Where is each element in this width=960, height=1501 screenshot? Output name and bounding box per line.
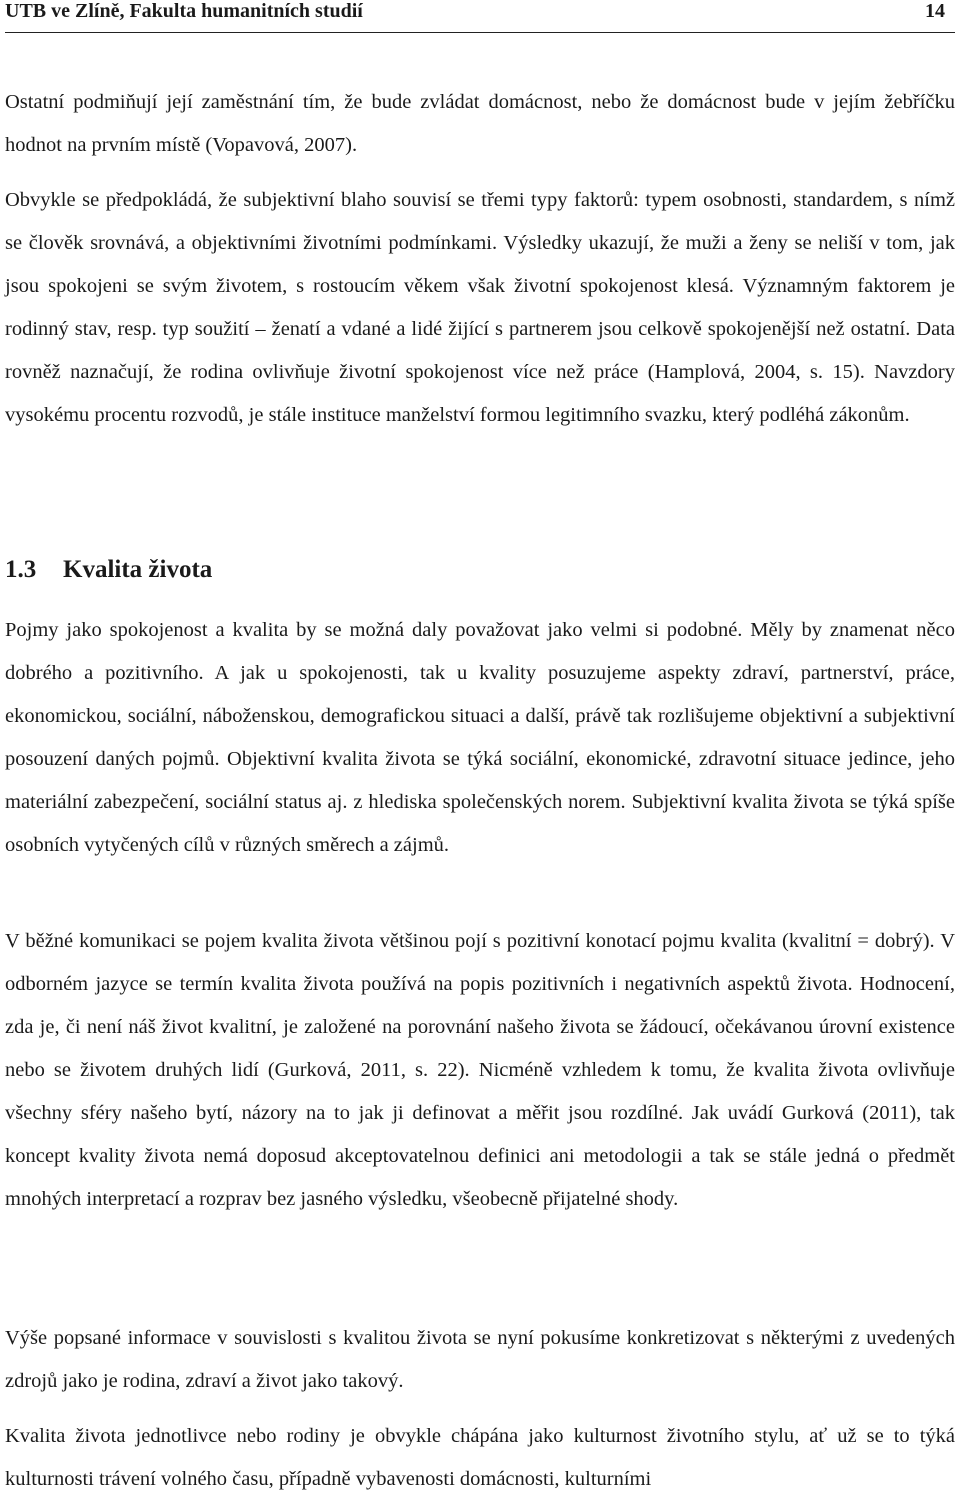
page-header [5,0,955,33]
header-institution: UTB ve Zlíně, Fakulta humanitních studií [5,0,363,22]
paragraph-4: V běžné komunikaci se pojem kvalita života většinou pojí s pozitivní konotací pojmu kvalita (kvalitní = dobrý). V odborném jazyce se termín kvalita života používá na popis pozitivních i negativních aspektů života. Hodnocení, zda je, či není náš život kvalitní, je založené na porovnání našeho života se žádoucí, očekávanou úrovní existence nebo se životem druhých lidí (Gurková, 2011, s. 22). Nicméně vzhledem k tomu, že kvalita života ovlivňuje všechny sféry našeho bytí, názory na to jak ji definovat a měřit jsou rozdílné. Jak uvádí Gurková (2011), tak koncept kvality života nemá doposud akceptovatelnou definici ani metodologii a tak se stále jedná o předmět mnohých interpretací a rozprav bez jasného výsledku, všeobecně přijatelné shody. [5,930,955,1210]
section-title: Kvalita života [63,556,213,583]
paragraph-3: Pojmy jako spokojenost a kvalita by se možná daly považovat jako velmi si podobné. Měly by znamenat něco dobrého a pozitivního. A jak u spokojenosti, tak u kvality posuzujeme aspekty zdraví, partnerství, práce, ekonomickou, sociální, náboženskou, demografickou situaci a další, právě tak rozlišujeme objektivní a subjektivní posouzení daných pojmů. Objektivní kvalita života se týká sociální, ekonomické, zdravotní situace jedince, jeho materiální zabezpečení, sociální status aj. z hlediska společenských norem. Subjektivní kvalita života se týká spíše osobních vytyčených cílů v různých směrech a zájmů. [5,619,955,856]
paragraph-5: Výše popsané informace v souvislosti s kvalitou života se nyní pokusíme konkretizovat s některými z uvedených zdrojů jako je rodina, zdraví a život jako takový. [5,1327,955,1392]
section-number: 1.3 [5,556,37,583]
paragraph-2: Obvykle se předpokládá, že subjektivní blaho souvisí se třemi typy faktorů: typem osobnosti, standardem, s nímž se člověk srovnává, a objektivními životními podmínkami. Výsledky ukazují, že muži a ženy se neliší v tom, jak jsou spokojeni se svým životem, s rostoucím věkem však životní spokojenost klesá. Významným faktorem je rodinný stav, resp. typ soužití – ženatí a vdané a lidé žijící s partnerem jsou celkově spokojenější než ostatní. Data rovněž naznačují, že rodina ovlivňuje životní spokojenost více než práce (Hamplová, 2004, s. 15). Navzdory vysokému procentu rozvodů, je stále instituce manželství formou legitimního svazku, který podléhá zákonům. [5,189,955,426]
paragraph-1: Ostatní podmiňují její zaměstnání tím, že bude zvládat domácnost, nebo že domácnost bude v jejím žebříčku hodnot na prvním místě (Vopavová, 2007). [5,91,955,156]
section-heading [5,548,212,592]
header-page-number: 14 [925,0,945,22]
paragraph-6: Kvalita života jednotlivce nebo rodiny je obvykle chápána jako kulturnost životního stylu, ať už se to týká kulturnosti trávení volného času, případně vybavenosti domácnosti, kulturními [5,1425,955,1490]
